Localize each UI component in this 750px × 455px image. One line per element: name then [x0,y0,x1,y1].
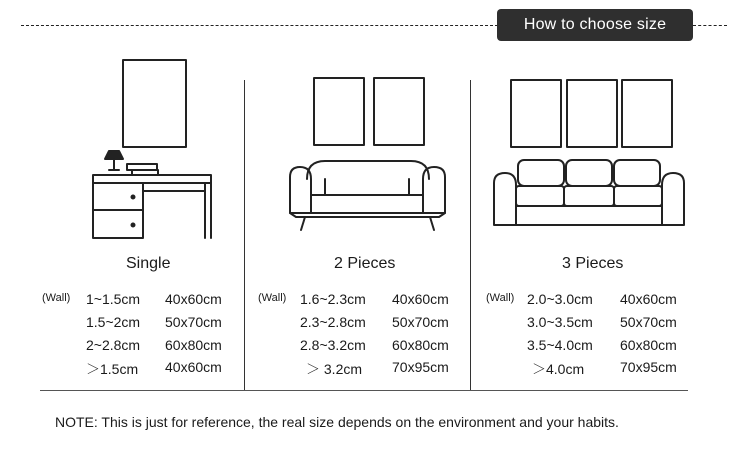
frame-size: 40x60cm [165,359,222,375]
wall-range: 1~1.5cm [86,291,141,307]
how-to-choose-size-badge: How to choose size [497,9,693,41]
wall-frame-icon [622,80,672,147]
frame-size: 60x80cm [620,337,677,353]
frame-size: 60x80cm [165,337,222,353]
wall-frame-icon [123,60,186,147]
header-dashed-line-left [21,25,498,26]
bottom-divider [40,390,688,391]
column-title: 3 Pieces [562,255,624,272]
column-divider-2 [470,80,471,390]
wall-range: 1.5~2cm [86,314,141,330]
wall-frame-icon [567,80,617,147]
wall-frame-icon [374,78,424,145]
frame-size: 70x95cm [392,359,449,375]
column-title: 2 Pieces [334,255,396,272]
wall-range: 1.6~2.3cm [300,291,366,307]
wall-range: 2~2.8cm [86,337,141,353]
wall-range: ＞1.5cm [86,361,139,377]
wall-range: 2.3~2.8cm [300,314,366,330]
wall-label: (Wall) [486,292,515,304]
header-dashed-line-right [693,25,727,26]
wall-label: (Wall) [42,292,71,304]
wall-range: ＞ 3.2cm [306,361,363,377]
wall-range: 3.5~4.0cm [527,337,593,353]
frame-size: 60x80cm [392,337,449,353]
frame-size: 50x70cm [165,314,222,330]
wall-range: 2.8~3.2cm [300,337,366,353]
wall-label: (Wall) [258,292,287,304]
wall-range: 3.0~3.5cm [527,314,593,330]
frame-size: 40x60cm [392,291,449,307]
three-frames-sofa-icon [490,75,695,235]
wall-frame-icon [511,80,561,147]
column-title: Single [126,255,171,272]
column-divider-1 [244,80,245,390]
wall-frame-icon [314,78,364,145]
frame-size: 70x95cm [620,359,677,375]
frame-size: 40x60cm [165,291,222,307]
frame-size: 40x60cm [620,291,677,307]
reference-note: NOTE: This is just for reference, the real size depends on the environment and your habits. [55,414,619,430]
frame-size: 50x70cm [392,314,449,330]
frame-size: 50x70cm [620,314,677,330]
single-frame-desk-icon [85,55,225,245]
wall-range: 2.0~3.0cm [527,291,593,307]
wall-range: ＞4.0cm [532,361,585,377]
two-frames-sofa-icon [285,75,450,235]
